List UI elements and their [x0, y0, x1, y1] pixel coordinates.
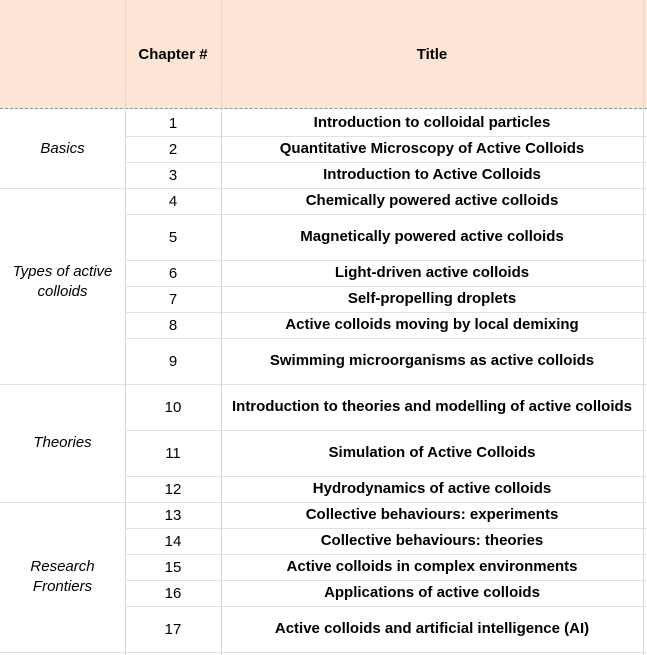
chapter-title-cell[interactable]: Introduction to theories and modelling of active colloids — [231, 398, 633, 415]
chapter-number-cell[interactable]: 7 — [168, 290, 178, 308]
chapter-number-cell[interactable]: 1 — [168, 114, 178, 132]
chapter-number-cell[interactable]: 8 — [168, 316, 178, 334]
chapter-title-cell[interactable]: Self-propelling droplets — [347, 290, 517, 307]
chapter-title-cell[interactable]: Collective behaviours: experiments — [305, 506, 559, 523]
group-divider — [0, 652, 647, 653]
chapter-title-cell[interactable]: Magnetically powered active colloids — [300, 228, 564, 245]
chapter-title-cell[interactable]: Simulation of Active Colloids — [328, 444, 536, 461]
group-label-cell[interactable]: Research Frontiers — [30, 558, 95, 595]
chapter-number-cell[interactable]: 11 — [165, 444, 181, 462]
group-label-cell[interactable]: Types of active colloids — [12, 263, 113, 300]
chapter-number-cell[interactable]: 12 — [164, 480, 182, 498]
chapter-column-header[interactable]: Chapter # — [138, 45, 208, 63]
chapter-number-cell[interactable]: 13 — [164, 506, 182, 524]
chapter-number-cell[interactable]: 16 — [164, 584, 182, 602]
chapter-title-cell[interactable]: Chemically powered active colloids — [305, 192, 559, 209]
chapter-title-cell[interactable]: Light-driven active colloids — [334, 264, 530, 281]
chapter-number-cell[interactable]: 14 — [164, 532, 182, 550]
group-label-cell[interactable]: Basics — [40, 140, 85, 157]
chapter-number-cell[interactable]: 4 — [168, 192, 178, 210]
chapter-title-cell[interactable]: Active colloids and artificial intelligence (AI) — [274, 620, 590, 637]
chapter-title-cell[interactable]: Introduction to colloidal particles — [313, 114, 551, 131]
chapter-title-cell[interactable]: Quantitative Microscopy of Active Colloids — [279, 140, 585, 157]
chapter-title-cell[interactable]: Collective behaviours: theories — [320, 532, 544, 549]
chapter-number-cell[interactable]: 3 — [168, 166, 178, 184]
chapter-number-cell[interactable]: 6 — [168, 264, 178, 282]
chapter-title-cell[interactable]: Active colloids moving by local demixing — [285, 316, 579, 333]
chapter-title-cell[interactable]: Introduction to Active Colloids — [323, 166, 541, 183]
column-divider — [643, 0, 644, 655]
chapter-number-cell[interactable]: 17 — [164, 620, 182, 638]
chapter-number-cell[interactable]: 9 — [168, 352, 178, 370]
chapter-number-cell[interactable]: 10 — [164, 398, 182, 416]
chapter-number-cell[interactable]: 5 — [168, 228, 178, 246]
chapter-title-cell[interactable]: Active colloids in complex environments — [286, 558, 578, 575]
chapter-number-cell[interactable]: 2 — [168, 140, 178, 158]
group-label-cell[interactable]: Theories — [33, 434, 92, 451]
chapter-number-cell[interactable]: 15 — [164, 558, 182, 576]
chapter-title-cell[interactable]: Swimming microorganisms as active colloids — [269, 352, 595, 369]
title-column-header[interactable]: Title — [416, 45, 448, 63]
chapter-title-cell[interactable]: Applications of active colloids — [324, 584, 540, 601]
chapter-title-cell[interactable]: Hydrodynamics of active colloids — [312, 480, 552, 497]
